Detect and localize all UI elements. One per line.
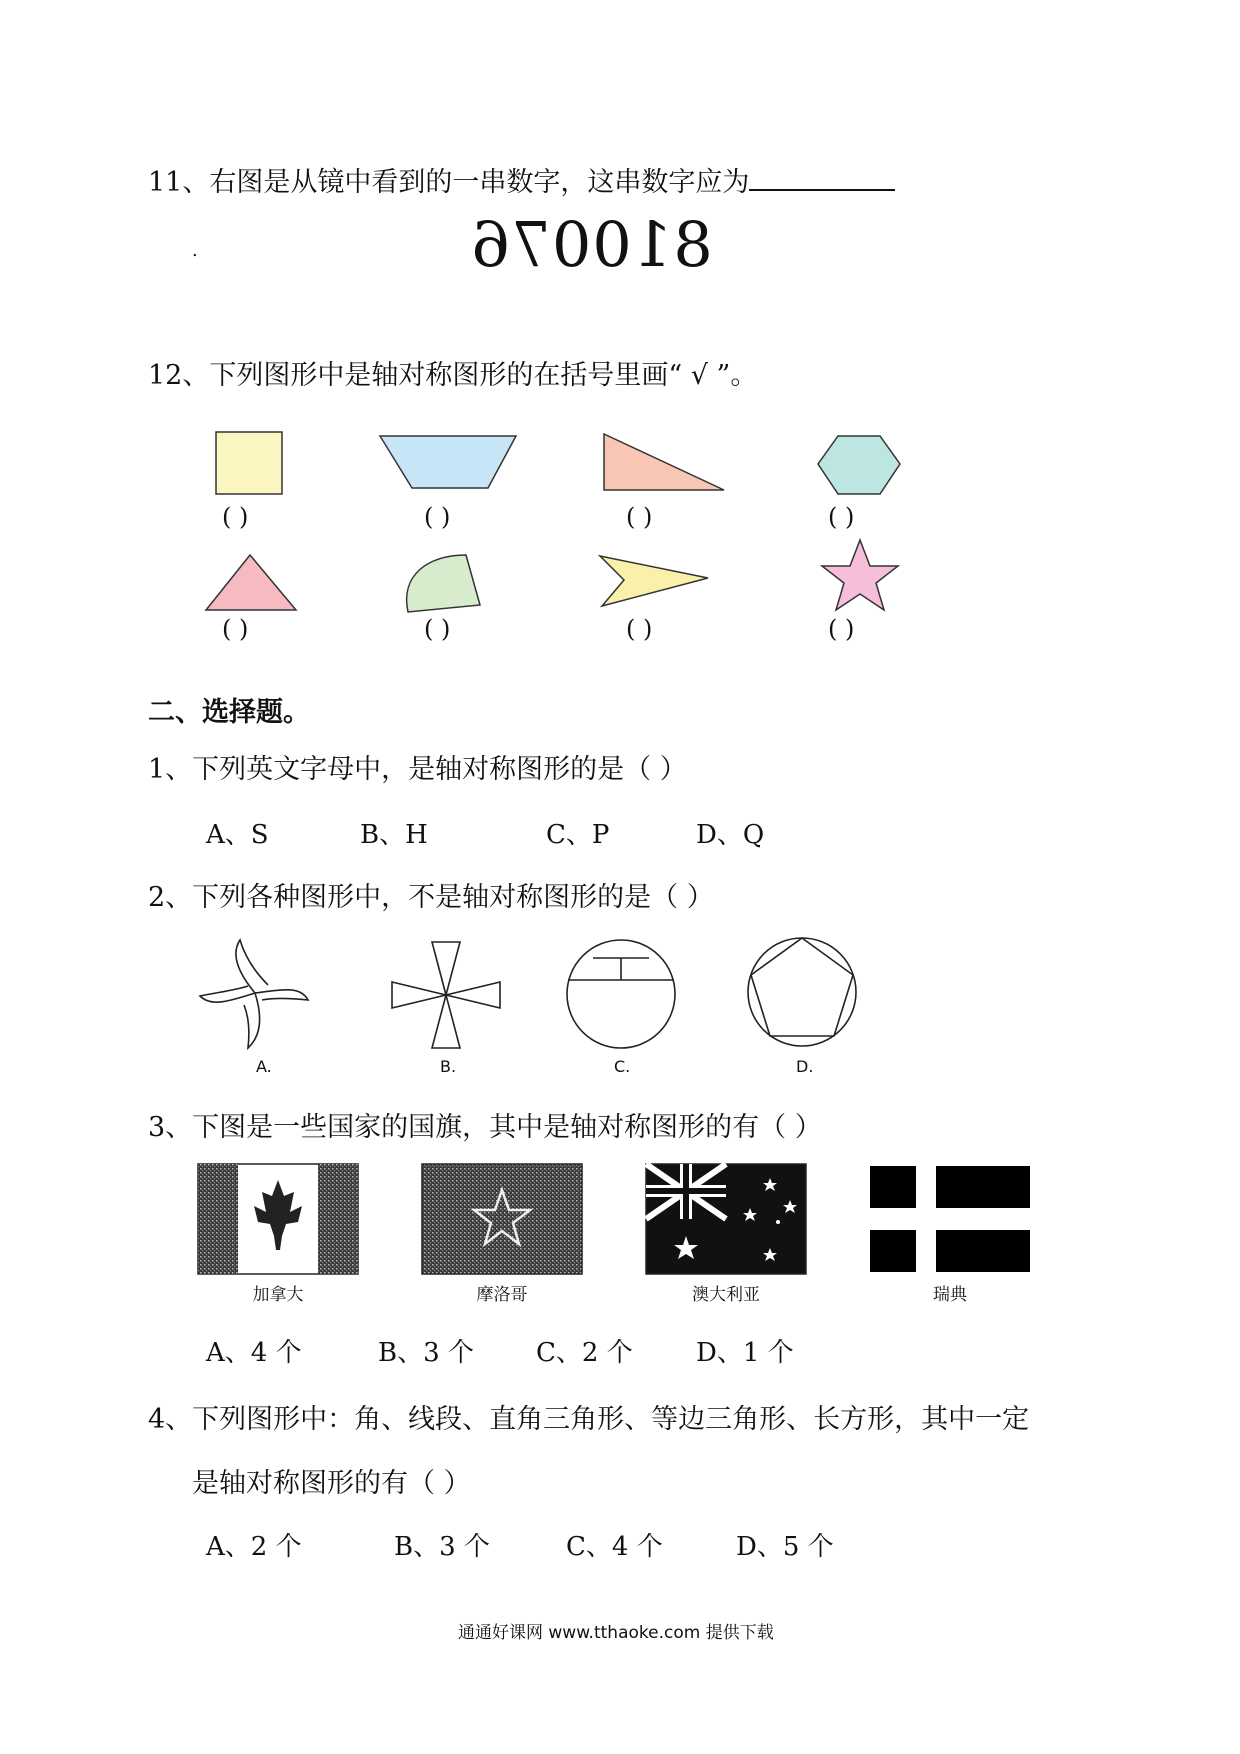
australia-flag (646, 1164, 806, 1274)
answer-paren-1[interactable]: ( ) (222, 503, 249, 531)
caption-d: D. (796, 1057, 814, 1076)
caption-b: B. (440, 1057, 457, 1076)
option-b[interactable]: B、H (360, 820, 428, 850)
choice-question-3: 3、下图是一些国家的国旗，其中是轴对称图形的有（ ） (148, 1112, 822, 1143)
question-11-text: 11、右图是从镜中看到的一串数字，这串数字应为 (148, 167, 750, 198)
option-a[interactable]: A、2 个 (206, 1532, 302, 1562)
answer-paren-8[interactable]: ( ) (828, 615, 855, 643)
choice-question-1: 1、下列英文字母中，是轴对称图形的是（ ） (148, 754, 687, 785)
section-heading: 二、选择题。 (148, 697, 310, 728)
option-d[interactable]: D、1 个 (696, 1338, 794, 1368)
answer-paren-7[interactable]: ( ) (626, 615, 653, 643)
option-c[interactable]: C、P (546, 820, 610, 850)
option-a[interactable]: A、S (206, 820, 269, 850)
answer-paren-3[interactable]: ( ) (626, 503, 653, 531)
morocco-flag (422, 1164, 582, 1274)
option-b[interactable]: B、3 个 (378, 1338, 474, 1368)
option-c[interactable]: C、2 个 (536, 1338, 633, 1368)
flag-caption-sweden: 瑞典 (933, 1285, 967, 1305)
caption-a: A. (256, 1057, 272, 1076)
choice-question-2: 2、下列各种图形中，不是轴对称图形的是（ ） (148, 882, 714, 913)
mirrored-digits: 810076 (470, 208, 713, 281)
choice-question-4-line2: 是轴对称图形的有（ ） (192, 1468, 471, 1499)
option-d[interactable]: D、5 个 (736, 1532, 834, 1562)
option-b[interactable]: B、3 个 (394, 1532, 490, 1562)
option-a[interactable]: A、4 个 (206, 1338, 302, 1368)
question-12-text: 12、下列图形中是轴对称图形的在括号里画“ √ ”。 (148, 360, 758, 391)
answer-paren-2[interactable]: ( ) (424, 503, 451, 531)
choice-question-4-line1: 4、下列图形中：角、线段、直角三角形、等边三角形、长方形，其中一定 (148, 1404, 1030, 1435)
footer-credit: 通通好课网 www.tthaoke.com 提供下载 (458, 1623, 774, 1643)
flag-caption-australia: 澳大利亚 (692, 1285, 760, 1305)
option-c[interactable]: C、4 个 (566, 1532, 663, 1562)
answer-paren-6[interactable]: ( ) (424, 615, 451, 643)
option-d[interactable]: D、Q (696, 820, 765, 850)
canada-flag (198, 1164, 358, 1274)
caption-c: C. (614, 1057, 631, 1076)
answer-paren-5[interactable]: ( ) (222, 615, 249, 643)
flag-caption-morocco: 摩洛哥 (476, 1285, 528, 1305)
stray-dot: . (192, 240, 198, 261)
answer-paren-4[interactable]: ( ) (828, 503, 855, 531)
sweden-flag (870, 1164, 1030, 1274)
flag-caption-canada: 加拿大 (252, 1285, 304, 1305)
